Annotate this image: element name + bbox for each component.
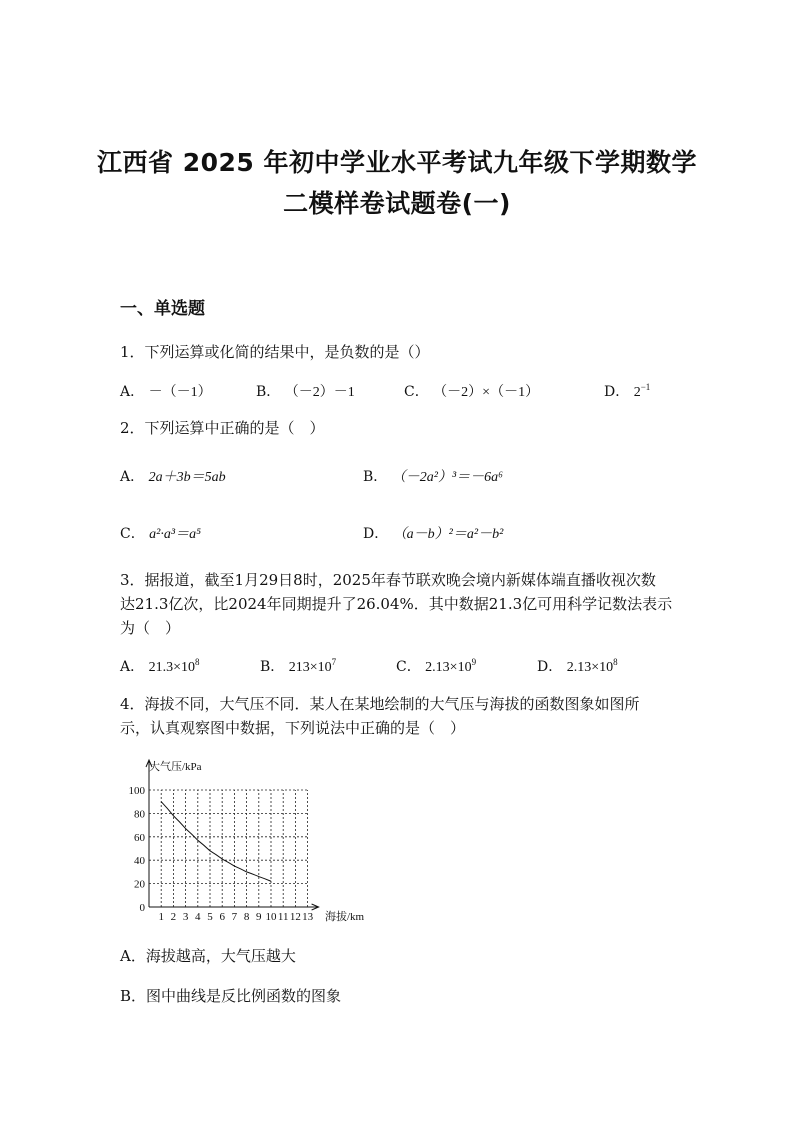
option-text: 图中曲线是反比例函数的图象: [146, 987, 342, 1005]
pressure-altitude-chart: [118, 755, 383, 925]
q1-option-b[interactable]: [256, 381, 355, 401]
q3-option-c[interactable]: [396, 656, 476, 676]
question-3-stem-line-2: 达21.3亿次，比2024年同期提升了26.04%．其中数据21.3亿可用科学记数法表示: [120, 595, 673, 613]
x-tick-label: 6: [219, 911, 225, 923]
chart-tick-labels: [129, 785, 314, 923]
option-label: D．: [363, 526, 389, 542]
chart-y-axis-label: 大气压/kPa: [149, 761, 202, 773]
x-tick-label: 5: [207, 911, 213, 923]
y-tick-label: 100: [128, 785, 145, 797]
option-label: A．: [120, 384, 145, 400]
option-expression: $21.3\times 10^8$: [148, 657, 200, 675]
option-expression: （－2）×（－1）: [433, 385, 540, 400]
option-label: A．: [120, 947, 146, 965]
option-text: 海拔越高，大气压越大: [145, 947, 296, 965]
x-tick-label: 2: [170, 911, 177, 923]
x-tick-label: 12: [289, 911, 301, 923]
x-tick-label: 8: [243, 911, 250, 923]
y-tick-label: 20: [134, 878, 145, 891]
y-tick-label: 40: [134, 855, 145, 868]
option-expression: （－2）－1: [284, 385, 355, 400]
q2-option-c[interactable]: [120, 523, 201, 543]
question-4-stem-line-2: 示，认真观察图中数据，下列说法中正确的是（ ）: [120, 719, 466, 737]
chart-x-axis-label: 海拔/km: [325, 911, 365, 923]
x-tick-label: 13: [302, 911, 314, 923]
chart-axes: [146, 760, 319, 910]
y-tick-label: 80: [134, 808, 145, 821]
q3-option-d[interactable]: [537, 656, 618, 676]
section-heading: 一、单选题: [120, 299, 205, 319]
option-expression: $2^{-1}$: [633, 382, 651, 400]
question-1-stem: 1．下列运算或化简的结果中，是负数的是（）: [120, 343, 430, 361]
option-label: C．: [120, 526, 145, 542]
q2-option-a[interactable]: [120, 466, 226, 486]
question-3-stem-line-3: 为（ ）: [120, 619, 181, 637]
q2-option-b[interactable]: [363, 466, 503, 486]
option-label: B．: [260, 659, 285, 675]
x-tick-label: 11: [277, 911, 289, 923]
y-tick-label: 0: [139, 902, 145, 914]
x-tick-label: 9: [256, 911, 262, 923]
question-2-stem: 2．下列运算中正确的是（ ）: [120, 419, 325, 437]
option-expression: $213\times 10^7$: [288, 657, 337, 675]
y-tick-label: 60: [134, 831, 145, 844]
option-expression: （a－b）²＝a²－b²: [392, 527, 504, 542]
option-expression: $2.13\times 10^8$: [566, 657, 618, 675]
option-label: C．: [404, 384, 429, 400]
x-tick-label: 7: [231, 911, 238, 923]
option-label: A．: [120, 659, 145, 675]
q4-option-b[interactable]: [120, 984, 341, 1008]
option-expression: －（－1）: [148, 385, 212, 400]
x-tick-label: 1: [158, 911, 164, 923]
q1-option-c[interactable]: [404, 381, 539, 401]
question-4-stem-line-1: 4．海拔不同，大气压不同．某人在某地绘制的大气压与海拔的函数图象如图所: [120, 695, 640, 713]
chart-grid: [149, 790, 308, 907]
q3-option-a[interactable]: [120, 656, 199, 676]
x-tick-label: 10: [265, 911, 277, 923]
option-expression: a²·a³＝a⁵: [149, 527, 201, 542]
q4-option-a[interactable]: [120, 944, 296, 968]
option-expression: $2.13\times 10^9$: [425, 657, 477, 675]
q3-option-b[interactable]: [260, 656, 336, 676]
q1-option-a[interactable]: [120, 381, 212, 401]
q1-option-d[interactable]: [604, 381, 650, 401]
x-tick-label: 4: [195, 911, 201, 923]
x-tick-label: 3: [182, 911, 189, 923]
option-label: A．: [120, 469, 145, 485]
page-title-line-2: 二模样卷试题卷(一): [283, 189, 511, 218]
option-label: B．: [120, 987, 147, 1005]
option-label: B．: [363, 469, 388, 485]
option-label: D．: [604, 384, 630, 400]
q2-option-d[interactable]: [363, 523, 503, 543]
option-label: D．: [537, 659, 563, 675]
option-expression: 2a＋3b＝5ab: [148, 470, 226, 485]
option-label: B．: [256, 384, 281, 400]
page-title-line-1: 江西省 2025 年初中学业水平考试九年级下学期数学: [97, 148, 697, 177]
question-3-stem-line-1: 3．据报道，截至1月29日8时，2025年春节联欢晚会境内新媒体端直播收视次数: [120, 571, 656, 589]
option-label: C．: [396, 659, 421, 675]
option-expression: （－2a²）³＝－6a⁶: [391, 470, 504, 485]
